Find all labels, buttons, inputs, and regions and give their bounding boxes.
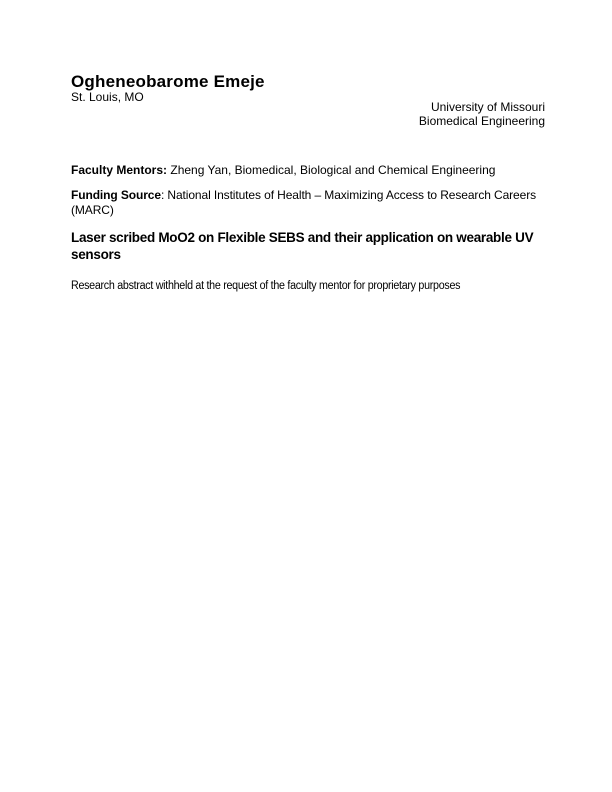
withheld-notice: Research abstract withheld at the request of the faculty mentor for proprietary purposes	[71, 280, 461, 292]
funding-source-block	[71, 188, 536, 218]
funding-source-line-2: (MARC)	[71, 203, 114, 217]
faculty-mentors-line	[71, 163, 495, 177]
abstract-title	[71, 229, 533, 263]
abstract-title-line-1: Laser scribed MoO2 on Flexible SEBS and their application on wearable UV	[71, 230, 534, 245]
faculty-mentors-value: Zheng Yan, Biomedical, Biological and Chemical Engineering	[170, 163, 496, 177]
funding-source-value: National Institutes of Health – Maximizing Access to Research Careers	[167, 188, 537, 202]
funding-source-line-1	[71, 188, 536, 203]
funding-source-label: Funding Source	[71, 188, 161, 202]
affiliation-block	[419, 101, 545, 128]
department-name: Biomedical Engineering	[418, 113, 545, 128]
student-name: Ogheneobarome Emeje	[71, 72, 265, 91]
institution-name: University of Missouri	[430, 100, 545, 114]
abstract-title-line-2: sensors	[71, 247, 121, 262]
funding-source-separator: :	[160, 188, 168, 202]
faculty-mentors-label: Faculty Mentors:	[71, 163, 168, 177]
student-location: St. Louis, MO	[71, 90, 144, 104]
